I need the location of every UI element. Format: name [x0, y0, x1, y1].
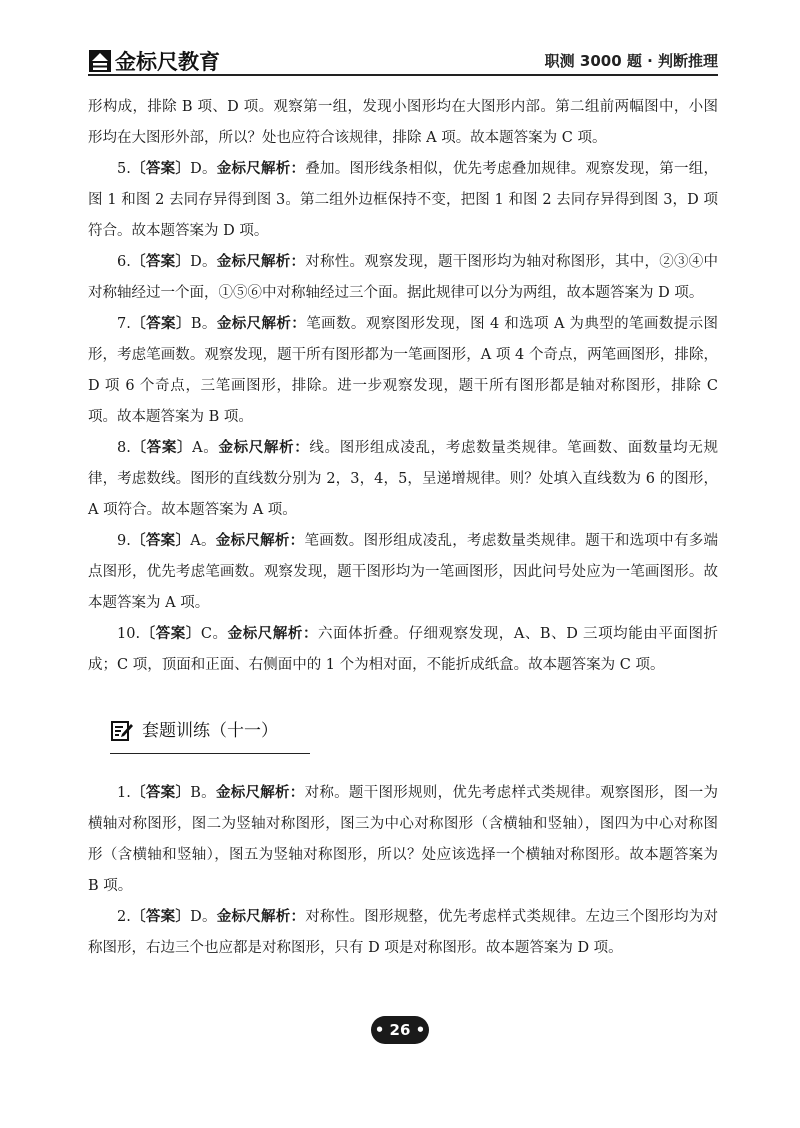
edit-icon: [110, 719, 134, 743]
analysis-text: 笔画数。图形组成凌乱，考虑数量类规律。题干和选项中有多端点图形，优先考虑笔画数。观察发现，题干图形均为一笔画图形，因此问号处应为一笔画图形。故本题答案为 A 项。: [88, 533, 719, 611]
page-header: [88, 44, 718, 76]
answer-label: 〔答案〕: [130, 785, 191, 801]
section-title: 套题训练（十一）: [142, 720, 278, 741]
answer-item-9: [88, 526, 718, 619]
item-number: 8.: [117, 440, 131, 456]
item-number: 2.: [117, 909, 131, 925]
analysis-label: 金标尺解析：: [215, 785, 305, 801]
item-number: 10.: [117, 626, 141, 642]
answer-label: 〔答案〕: [130, 161, 191, 177]
answer-item-8: [88, 433, 718, 526]
answer-value: A。: [192, 440, 219, 456]
answer-value: C。: [200, 626, 228, 642]
analysis-label: 金标尺解析：: [218, 440, 310, 456]
analysis-text: 对称性。观察发现，题干图形均为轴对称图形，其中，②③④中对称轴经过一个面，①⑤⑥中对称轴经过三个面。据此规律可以分为两组，故本题答案为 D 项。: [88, 254, 719, 301]
analysis-label: 金标尺解析：: [216, 254, 306, 270]
answer-label: 〔答案〕: [130, 909, 191, 925]
analysis-label: 金标尺解析：: [227, 626, 319, 642]
item-number: 7.: [117, 316, 131, 332]
answer-value: D。: [190, 254, 217, 270]
analysis-label: 金标尺解析：: [216, 316, 307, 332]
answer-item-6: [88, 247, 718, 309]
answer-label: 〔答案〕: [130, 316, 191, 332]
analysis-text: 对称性。图形规整，优先考虑样式类规律。左边三个图形均为对称图形，右边三个也应都是对称图形，只有 D 项是对称图形。故本题答案为 D 项。: [88, 909, 719, 956]
header-divider: [88, 74, 718, 76]
item-number: 9.: [117, 533, 131, 549]
page-number: • 26 •: [371, 1016, 429, 1044]
item-number: 1.: [117, 785, 131, 801]
paragraph-continuation: 形构成，排除 B 项、D 项。观察第一组，发现小图形均在大图形内部。第二组前两幅图中，小图形均在大图形外部，所以？处也应符合该规律，排除 A 项。故本题答案为 C 项。: [88, 99, 718, 146]
answer-item-10: [88, 619, 718, 681]
brand: [88, 46, 220, 76]
answer-label: 〔答案〕: [130, 533, 191, 549]
answer-value: B。: [190, 785, 216, 801]
analysis-label: 金标尺解析：: [215, 533, 305, 549]
brand-logo-icon: [88, 49, 112, 73]
analysis-text: 对称。题干图形规则，优先考虑样式类规律。观察图形，图一为横轴对称图形，图二为竖轴对称图形，图三为中心对称图形（含横轴和竖轴），图四为中心对称图形（含横轴和竖轴），图五为竖轴对称图形，所以？处应该选择一个横轴对称图形。故本题答案为 B 项。: [88, 785, 719, 894]
answer-value: B。: [190, 316, 217, 332]
analysis-text: 线。图形组成凌乱，考虑数量类规律。笔画数、面数量均无规律，考虑数线。图形的直线数分别为 2，3，4，5，呈递增规律。则？处填入直线数为 6 的图形，A 项符合。故本题答案为 A 项。: [88, 440, 719, 518]
section-heading: [110, 709, 310, 754]
answer-item-7: [88, 309, 718, 433]
analysis-label: 金标尺解析：: [216, 161, 306, 177]
item-number: 6.: [117, 254, 131, 270]
answer-value: D。: [190, 161, 217, 177]
brand-name: 金标尺教育: [115, 50, 220, 74]
answer-label: 〔答案〕: [140, 626, 201, 642]
answer-item-2: [88, 902, 718, 964]
analysis-text: 叠加。图形线条相似，优先考虑叠加规律。观察发现，第一组，图 1 和图 2 去同存异得到图 3。第二组外边框保持不变，把图 1 和图 2 去同存异得到图 3，D 项符合。故本题答案为 D 项。: [88, 161, 719, 239]
series-title: 职测 3000 题 · 判断推理: [544, 52, 718, 70]
answer-label: 〔答案〕: [130, 254, 191, 270]
answer-label: 〔答案〕: [130, 440, 193, 456]
analysis-text: 六面体折叠。仔细观察发现，A、B、D 三项均能由平面图折成；C 项，顶面和正面、右侧面中的 1 个为相对面，不能折成纸盒。故本题答案为 C 项。: [88, 626, 719, 673]
answer-item-5: [88, 154, 718, 247]
analysis-text: 笔画数。观察图形发现，图 4 和选项 A 为典型的笔画数提示图形，考虑笔画数。观察发现，题干所有图形都为一笔画图形，A 项 4 个奇点，两笔画图形，排除，D 项 6 个奇点，三笔画图形，排除。进一步观察发现，题干所有图形都是轴对称图形，排除 C 项。故本题答案为 B 项。: [88, 316, 719, 425]
answer-value: D。: [190, 909, 217, 925]
answer-value: A。: [190, 533, 216, 549]
item-number: 5.: [117, 161, 131, 177]
analysis-label: 金标尺解析：: [216, 909, 306, 925]
content: [88, 92, 718, 964]
answer-item-1: [88, 778, 718, 902]
